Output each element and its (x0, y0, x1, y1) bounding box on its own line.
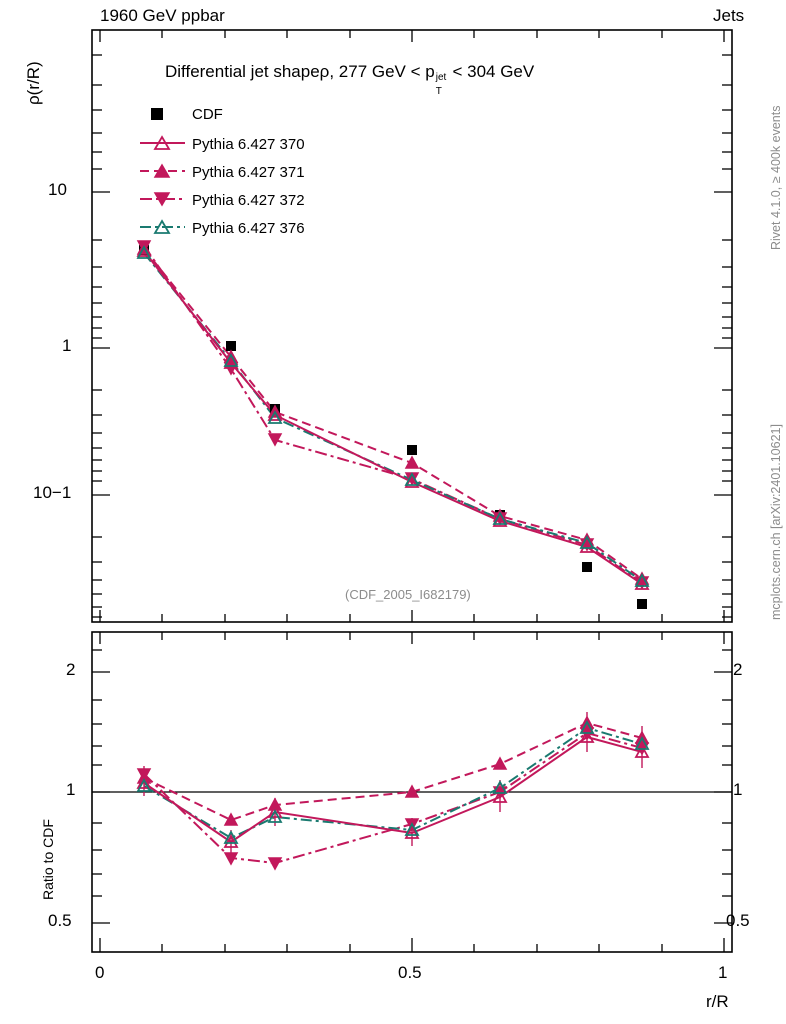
main-ytick-10: 10 (48, 180, 67, 199)
series-pythia-372-ratio-markers (138, 728, 648, 869)
legend-label-0: CDF (192, 106, 223, 123)
series-pythia-371-ratio (144, 723, 642, 820)
ratio-ytick-right-1: 1 (733, 780, 743, 799)
main-ytick-0.1: 10−1 (33, 483, 72, 502)
series-pythia-376-main (144, 253, 642, 581)
x-axis-label: r/R (706, 992, 729, 1011)
main-x-ticks (100, 30, 724, 622)
legend-label-2: Pythia 6.427 371 (192, 164, 305, 181)
series-cdf-main-markers (139, 245, 647, 609)
ratio-ytick-1: 1 (66, 780, 76, 799)
title-suffix: < 304 GeV (447, 62, 535, 81)
series-pythia-370-main (144, 251, 642, 584)
header-right: Jets (713, 6, 745, 25)
legend-marker-pythia-376 (140, 221, 185, 233)
series-pythia-371-main (144, 249, 642, 579)
series-pythia-376-ratio (144, 728, 642, 838)
series-pythia-371-ratio-markers (138, 717, 648, 825)
ratio-ytick-right-0.5: 0.5 (726, 911, 750, 930)
legend-marker-pythia-372 (140, 193, 185, 205)
series-pythia-372-main (144, 246, 642, 583)
series-pythia-372-ratio (144, 733, 642, 863)
xtick-0: 0 (95, 963, 105, 982)
series-pythia-371-main-markers (138, 243, 648, 584)
header-left: 1960 GeV ppbar (100, 6, 225, 25)
title-prefix: Differential jet shape (165, 62, 320, 81)
main-y-axis-label: ρ(r/R) (24, 61, 43, 105)
main-ytick-1: 1 (62, 336, 72, 355)
ratio-ytick-2: 2 (66, 660, 76, 679)
series-pythia-370-ratio (144, 737, 642, 842)
xtick-1: 1 (718, 963, 728, 982)
title-rho: ρ (319, 62, 330, 81)
legend-label-1: Pythia 6.427 370 (192, 136, 305, 153)
title-middle: , 277 GeV < p (329, 62, 435, 81)
ratio-y-axis-label: Ratio to CDF (40, 819, 56, 900)
legend-label-4: Pythia 6.427 376 (192, 220, 305, 237)
main-axes-frame (92, 30, 732, 622)
legend-marker-cdf (151, 108, 163, 120)
legend-marker-pythia-371 (140, 165, 185, 177)
title-subscript: T (435, 86, 442, 97)
ratio-ytick-right-2: 2 (733, 660, 743, 679)
side-label-bottom: mcplots.cern.ch [arXiv:2401.10621] (769, 424, 783, 620)
ratio-ytick-0.5: 0.5 (48, 911, 72, 930)
xtick-0.5: 0.5 (398, 963, 422, 982)
title-superscript: jet (435, 72, 447, 83)
side-label-top: Rivet 4.1.0, ≥ 400k events (769, 105, 783, 250)
legend-marker-pythia-370 (140, 137, 185, 149)
dataset-watermark: (CDF_2005_I682179) (345, 587, 471, 602)
series-pythia-370-main-markers (138, 245, 648, 589)
legend-label-3: Pythia 6.427 372 (192, 192, 305, 209)
main-y-ticks (92, 55, 732, 617)
series-pythia-376-ratio-markers (138, 722, 648, 843)
